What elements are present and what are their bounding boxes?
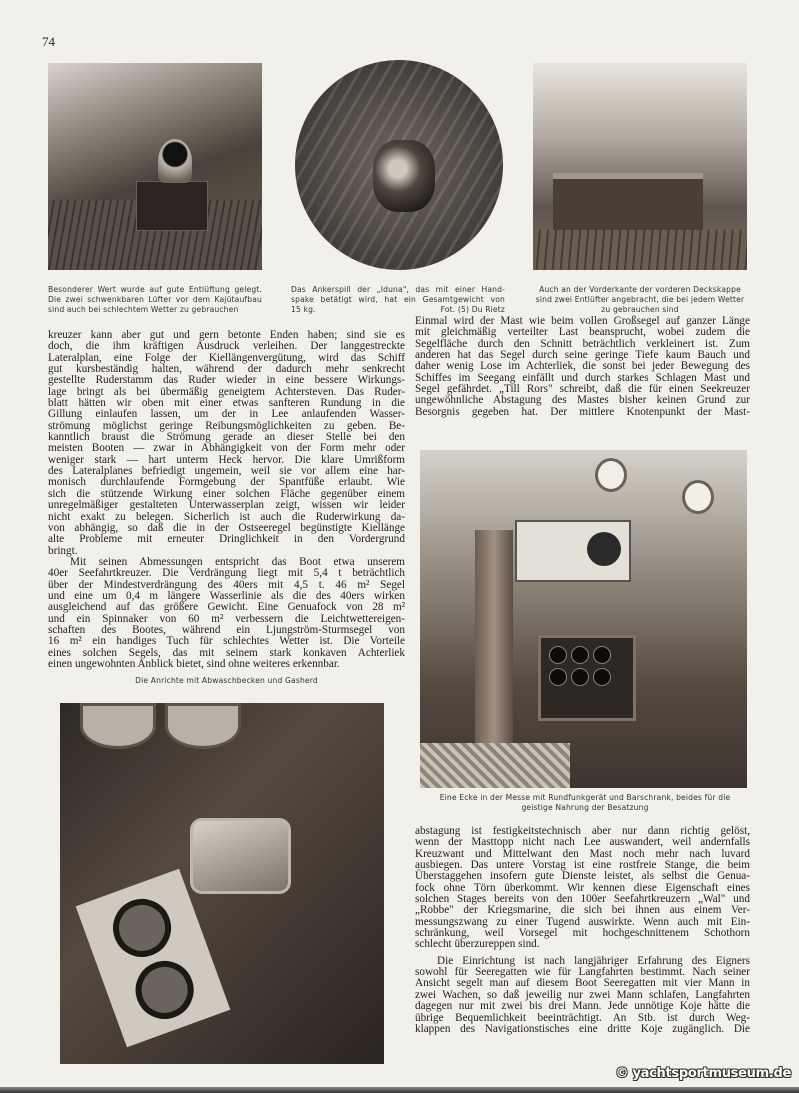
text-line: Einmal wird der Mast wie beim vollen Großsegel auf ganzer Länge	[415, 315, 750, 327]
text-line: Die Einrichtung ist nach langjähriger Erfahrung des Eigners	[437, 954, 750, 967]
caption-line: Die Anrichte mit Abwaschbecken und Gasherd	[135, 676, 318, 685]
text-line: Überstaggehen insofern gute Dienste leistet, als selbst die Genua-	[415, 870, 750, 883]
text-line: ausbiegen. Das untere Vorstag ist eine rostfreie Stange, die beim	[415, 859, 750, 872]
text-line: solchen Stages bereits von den 100er Seefahrtkreuzern „Wal" und	[415, 893, 750, 906]
bottle	[571, 668, 589, 686]
text-line: kanntlich braust die Strömung gerade an dieser Stelle bei den	[48, 431, 405, 444]
text-line: Segelfläche durch den Schnitt beträchtlich verkleinert ist. Zum	[415, 337, 750, 350]
text-line: gestellte Ruderstamm das Ruder wieder in eine bessere Wirkungs-	[48, 374, 405, 387]
text-line: Gillung einlaufen lassen, um der in Lee anlaufenden Wasser-	[48, 408, 405, 421]
text-line: über der Mindestverdrängung des 40ers mit 4,5 t. 46 m² Segel	[48, 578, 405, 591]
body-text-right-column-top	[415, 316, 750, 418]
radio-dial	[587, 532, 621, 566]
text-line: anderen hat das Segel durch seine geringe Tiefe kaum Bauch und	[415, 349, 750, 362]
caption-line: Besonderer Wert wurde auf gute Entlüftung gelegt.	[48, 285, 262, 294]
bottle	[549, 668, 567, 686]
text-line: „Robbe" der Kriegsmarine, die sich bei ihnen aus einem Ver-	[415, 904, 750, 917]
text-line: unregelmäßiger gestalteten Unterwasserplan zeigt, wissen wir leider	[48, 499, 405, 512]
text-line: Ansicht segelt man auf diesem Boot Seeregatten mit vier Mann in	[415, 977, 750, 990]
photo-galley	[60, 703, 384, 1064]
text-line: sich die stützende Wirkung einer solchen Fläche gegenüber einem	[48, 487, 405, 500]
text-line: wenn der Masttopp nicht nach Lee auswandert, weil andernfalls	[415, 836, 750, 849]
bottle	[549, 646, 567, 664]
porthole	[595, 458, 627, 492]
caption-line: Die zwei schwenkbaren Lüfter vor dem Kajütaufbau	[48, 295, 262, 305]
cushion	[420, 743, 570, 788]
text-line: schlecht überzureppen sind.	[415, 938, 540, 951]
text-line: 16 m² ein handiges Tuch für schlechtes Wetter ist. Die Vorteile	[48, 635, 405, 648]
text-line: 40er Seefahrtkreuzer. Die Verdrängung liegt mit 5,4 t beträchtlich	[48, 567, 405, 580]
text-line: übrige Bequemlichkeit beeinträchtigt. An Stb. ist durch Weg-	[415, 1011, 750, 1024]
text-line: zwei Wachen, so daß jeweilig nur zwei Mann schlafen, Langfahrten	[415, 988, 750, 1001]
text-line: klappen des Navigationstisches eine dritte Koje zugänglich. Die	[415, 1022, 750, 1035]
bottle	[593, 646, 611, 664]
photo-deck-ventilators	[48, 63, 262, 270]
text-line: doch, die ihm kräftigen Ausdruck verleihen. Der langgestreckte	[48, 340, 405, 353]
caption-line: sind zwei Entlüfter angebracht, die bei jedem Wetter	[535, 295, 745, 305]
body-text-left-column	[48, 330, 405, 670]
watermark: © yachtsportmuseum.de	[615, 1066, 791, 1081]
radio-set	[515, 520, 631, 582]
text-line: strömung möglichst geringe Reibungsmöglichkeiten zu geben. Be-	[48, 419, 405, 432]
porthole	[682, 480, 714, 514]
ventilator-cowl	[158, 139, 192, 183]
text-line: einen ungewohnten Anblick bietet, sind ohne weiteres erkennbar.	[48, 657, 340, 670]
caption-line: spake betätigt wird, hat ein Gesamtgewicht von	[291, 295, 505, 305]
text-line: Schiffes im Seegang einfällt und durch starkes Schlagen Mast und	[415, 371, 750, 384]
caption-line: 15 kg.	[291, 305, 316, 315]
bottle	[571, 646, 589, 664]
caption-deckhouse	[530, 285, 750, 316]
anchor-windlass	[373, 140, 435, 212]
burner	[127, 953, 201, 1027]
text-line: abstagung ist festigkeitstechnisch aber nur dann richtig gelöst,	[415, 825, 750, 837]
text-line: dagegen nur mit zwei bis drei Mann. Jede unnötige Koje hätte die	[415, 1000, 750, 1013]
caption-saloon	[415, 793, 755, 813]
caption-line: Auch an der Vorderkante der vorderen Deckskappe	[539, 285, 741, 294]
photo-anchor-windlass	[295, 60, 503, 270]
text-line: Mit seinen Abmessungen entspricht das Boot etwa unserem	[70, 555, 405, 568]
text-line: Lateralplan, eine Folge der Kiellängenvergütung, wird das Schiff	[48, 351, 405, 364]
burner	[105, 891, 179, 965]
text-line: schränkung, weil Vorsegel mit hochgeschnittenem Schothorn	[415, 927, 750, 940]
text-line: Kreuzwant und Mittelwant den Mast noch mehr nach luvard	[415, 847, 750, 860]
text-line: nicht exakt zu belegen. Sicherlich ist auch die Ruderwirkung da-	[48, 510, 405, 523]
text-line: sowohl für Seeregatten wie für Langfahrten bestimmt. Nach seiner	[415, 966, 750, 979]
caption-line: geistige Nahrung der Besatzung	[521, 803, 649, 813]
text-line: mit gleichmäßig verteilter Last beansprucht, wobei zudem die	[415, 326, 750, 339]
caption-galley	[48, 676, 405, 686]
text-line: alte Probleme mit erneuter Dringlichkeit in den Vordergrund	[48, 533, 405, 546]
text-line: kreuzer kann aber gut und gern betonte Enden haben; sind sie es	[48, 329, 405, 341]
body-text-right-column-bottom	[415, 826, 750, 1035]
scan-edge	[0, 1087, 799, 1093]
porthole	[165, 703, 241, 749]
page-number: 74	[42, 34, 55, 49]
caption-line: Das Ankerspill der „Iduna", das mit einer Hand-	[291, 285, 505, 294]
text-line: des Lateralplanes befriedigt ungemein, weil sie vor allem eine har-	[48, 465, 405, 478]
text-line: fock ohne Törn überkommt. Wir kennen diese Eigenschaft eines	[415, 881, 750, 894]
bar-cabinet	[538, 635, 636, 721]
text-line: schaften des Bootes, während ein Ljungström-Sturmsegel von	[48, 623, 405, 636]
deck-planks	[533, 230, 747, 270]
caption-ventilators	[48, 285, 262, 316]
caption-line: Eine Ecke in der Messe mit Rundfunkgerät und Barschrank, beides für die	[439, 793, 731, 802]
text-line: eines solchen Segels, das mit seinem stark konkaven Achterliek	[48, 646, 405, 659]
text-line: von abhängig, so daß die in der Ostseeregel begünstigte Kiellänge	[48, 521, 405, 534]
text-line: Segel gefährdet. „Till Rors" schreibt, daß die für einen Seekreuzer	[415, 383, 750, 396]
ventilator-box	[136, 181, 208, 231]
text-line: lage bringt als bei übermäßig geneigtem Achtersteven. Das Ruder-	[48, 385, 405, 398]
photo-saloon-corner	[420, 450, 747, 788]
porthole	[80, 703, 156, 749]
text-line: weniger stark — hart unterm Heck hervor. Die klare Umrißform	[48, 453, 405, 466]
bottle	[593, 668, 611, 686]
text-line: daher wenig Lose im Achterliek, die sonst bei jeder Bewegung des	[415, 360, 750, 373]
text-line: blatt hätten wir oben mit einer etwas sanfteren Rundung in die	[48, 397, 405, 410]
gas-stove	[76, 869, 231, 1048]
text-line: und ein Spinnaker von 60 m² verbessern die Leichtwettereigen-	[48, 612, 405, 625]
caption-line: sind auch bei schlechtem Wetter zu gebrauchen	[48, 305, 239, 315]
text-line: ausgleichend auf das größere Gewicht. Eine Genuafock von 28 m²	[48, 601, 405, 614]
text-line: monisch durchlaufende Formgebung der Spantfüße erlaubt. Wie	[48, 476, 405, 489]
photo-credit: Fot. (5) Du Rietz	[440, 305, 505, 314]
text-line: gut kursbeständig halten, während der dadurch mehr senkrecht	[48, 363, 405, 376]
text-line: bringt.	[48, 544, 78, 557]
text-line: und eine um 0,4 m längere Wasserlinie als die des 40ers wirken	[48, 589, 405, 602]
caption-line: zu gebrauchen sind	[601, 305, 679, 315]
text-line: meisten Booten — zwar in Abhängigkeit von der Form mehr oder	[48, 442, 405, 455]
text-line: ungewöhnliche Abstagung des Mastes bisher keinen Grund zur	[415, 394, 750, 407]
text-line: Besorgnis gegeben hat. Der mittlere Knotenpunkt der Mast-	[415, 405, 750, 418]
photo-forward-deckhouse	[533, 63, 747, 270]
text-line: messungszwang zu einer Tugend auswirkte. Wenn auch mit Ein-	[415, 915, 750, 928]
sink	[190, 818, 291, 894]
